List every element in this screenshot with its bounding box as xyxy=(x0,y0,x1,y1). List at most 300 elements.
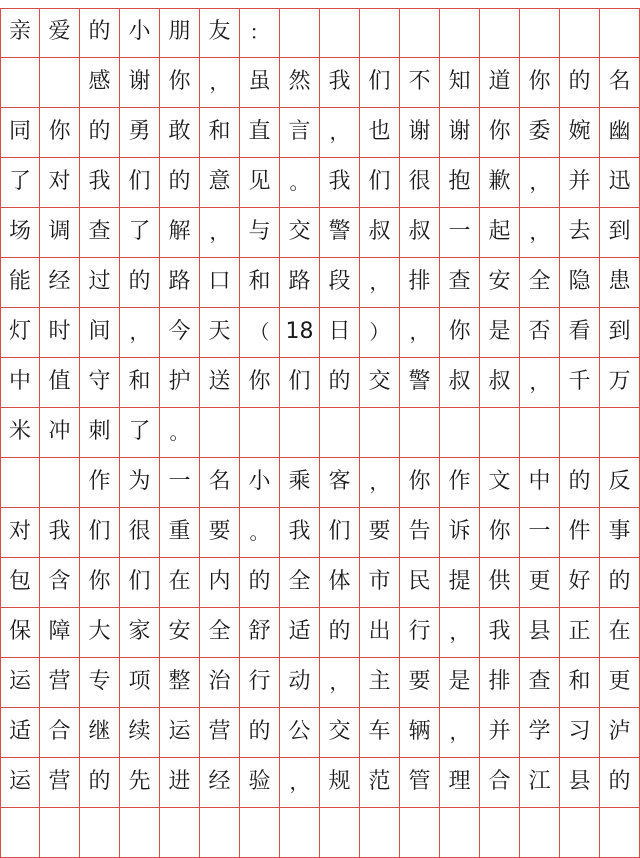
grid-cell xyxy=(480,158,520,208)
handwritten-character: 范 xyxy=(368,768,391,794)
grid-cell xyxy=(440,308,480,358)
handwritten-character: 舒 xyxy=(248,618,271,644)
grid-cell xyxy=(40,608,80,658)
grid-cell xyxy=(440,408,480,458)
handwritten-character: 运 xyxy=(8,668,31,694)
grid-cell xyxy=(360,708,400,758)
handwritten-character: 是 xyxy=(448,668,471,694)
grid-cell xyxy=(560,208,600,258)
handwritten-character: 告 xyxy=(408,518,431,544)
handwritten-character: 知 xyxy=(448,68,471,94)
handwritten-character: 谢 xyxy=(408,118,431,144)
grid-cell xyxy=(120,658,160,708)
grid-cell xyxy=(160,508,200,558)
grid-cell xyxy=(160,8,200,58)
handwritten-character: 的 xyxy=(248,568,271,594)
grid-cell xyxy=(200,308,240,358)
grid-cell xyxy=(240,208,280,258)
grid-cell xyxy=(360,308,400,358)
grid-cell xyxy=(200,208,240,258)
grid-cell xyxy=(240,308,280,358)
grid-cell xyxy=(240,108,280,158)
grid-cell xyxy=(80,158,120,208)
grid-cell xyxy=(440,708,480,758)
handwritten-character: 我 xyxy=(328,168,351,194)
handwritten-character: 查 xyxy=(448,268,471,294)
handwritten-character: 。 xyxy=(169,419,190,444)
handwritten-character: 隐 xyxy=(568,268,591,294)
grid-cell xyxy=(200,758,240,808)
handwritten-character: 到 xyxy=(608,318,631,344)
handwritten-character: 经 xyxy=(48,268,71,294)
handwritten-character: 间 xyxy=(88,318,111,344)
grid-cell xyxy=(240,458,280,508)
grid-cell xyxy=(520,508,560,558)
handwritten-character: （ xyxy=(249,319,270,344)
handwritten-character: 客 xyxy=(328,468,351,494)
handwritten-character: 感 xyxy=(88,68,111,94)
handwritten-character: 在 xyxy=(168,568,191,594)
handwritten-character: 你 xyxy=(448,318,471,344)
handwritten-character: 全 xyxy=(288,568,311,594)
handwritten-character: 要 xyxy=(368,518,391,544)
grid-cell xyxy=(400,308,440,358)
grid-cell xyxy=(200,508,240,558)
grid-cell xyxy=(200,8,240,58)
handwritten-character: 朋 xyxy=(168,19,191,44)
grid-cell xyxy=(80,758,120,808)
grid-cell xyxy=(200,258,240,308)
grid-cell xyxy=(160,158,200,208)
grid-cell xyxy=(400,208,440,258)
handwritten-character: 文 xyxy=(488,468,511,494)
handwritten-character: ， xyxy=(289,769,310,794)
grid-cell xyxy=(280,608,320,658)
grid-cell xyxy=(200,108,240,158)
handwritten-character: ， xyxy=(529,369,550,394)
handwritten-character: 和 xyxy=(208,118,231,144)
grid-cell xyxy=(480,658,520,708)
handwritten-character: ， xyxy=(129,319,150,344)
handwritten-character: 灯 xyxy=(8,318,31,344)
handwritten-character: 米 xyxy=(8,418,31,444)
grid-cell xyxy=(240,608,280,658)
handwritten-character: 项 xyxy=(128,668,151,694)
handwritten-character: 交 xyxy=(328,718,351,744)
grid-cell xyxy=(240,158,280,208)
handwritten-character: 你 xyxy=(48,118,71,144)
grid-row xyxy=(0,208,640,258)
handwritten-character: 们 xyxy=(368,68,391,94)
grid-cell xyxy=(160,458,200,508)
page-top-margin xyxy=(0,0,640,8)
grid-cell xyxy=(400,8,440,58)
grid-cell xyxy=(160,708,200,758)
grid-cell xyxy=(0,658,40,708)
grid-cell xyxy=(120,758,160,808)
grid-cell xyxy=(240,8,280,58)
handwritten-character: 同 xyxy=(8,118,31,144)
handwritten-character: 对 xyxy=(8,518,31,544)
grid-cell xyxy=(480,508,520,558)
handwritten-character: 县 xyxy=(568,768,591,794)
grid-cell xyxy=(520,258,560,308)
grid-cell xyxy=(80,508,120,558)
handwritten-character: 18 xyxy=(285,318,314,344)
grid-cell xyxy=(520,558,560,608)
grid-cell xyxy=(120,708,160,758)
handwritten-character: 进 xyxy=(168,768,191,794)
grid-cell xyxy=(0,158,40,208)
handwritten-character: 看 xyxy=(568,318,591,344)
grid-cell xyxy=(600,108,640,158)
grid-cell xyxy=(480,108,520,158)
grid-cell xyxy=(440,758,480,808)
grid-cell xyxy=(120,558,160,608)
handwritten-character: 的 xyxy=(88,19,111,44)
grid-cell xyxy=(400,708,440,758)
grid-cell xyxy=(280,208,320,258)
handwritten-character: 警 xyxy=(408,368,431,394)
handwritten-character: 场 xyxy=(8,218,31,244)
grid-cell xyxy=(240,408,280,458)
grid-cell xyxy=(160,658,200,708)
handwritten-character: 全 xyxy=(528,268,551,294)
grid-cell xyxy=(600,358,640,408)
handwritten-character: 谢 xyxy=(448,118,471,144)
handwritten-character: 名 xyxy=(208,468,231,494)
handwritten-character: ， xyxy=(529,169,550,194)
grid-row xyxy=(0,58,640,108)
handwritten-character: 段 xyxy=(328,268,351,294)
grid-cell xyxy=(520,108,560,158)
grid-cell xyxy=(360,58,400,108)
handwritten-character: 经 xyxy=(208,768,231,794)
handwritten-character: ， xyxy=(369,469,390,494)
grid-cell xyxy=(320,258,360,308)
handwritten-character: 到 xyxy=(608,218,631,244)
grid-cell xyxy=(480,758,520,808)
grid-cell xyxy=(520,708,560,758)
grid-cell xyxy=(120,608,160,658)
handwritten-character: ， xyxy=(409,319,430,344)
handwritten-character: 体 xyxy=(328,568,351,594)
grid-row xyxy=(0,358,640,408)
grid-cell xyxy=(360,658,400,708)
grid-cell xyxy=(360,8,400,58)
grid-cell xyxy=(480,258,520,308)
grid-cell xyxy=(320,108,360,158)
grid-cell xyxy=(600,8,640,58)
handwritten-character: 我 xyxy=(328,68,351,94)
grid-cell xyxy=(240,58,280,108)
grid-cell xyxy=(160,608,200,658)
grid-cell xyxy=(600,658,640,708)
grid-cell xyxy=(320,558,360,608)
grid-cell xyxy=(40,558,80,608)
handwritten-character: 中 xyxy=(8,368,31,394)
handwritten-character: 们 xyxy=(128,568,151,594)
grid-cell xyxy=(560,308,600,358)
grid-cell xyxy=(0,408,40,458)
handwritten-character: 更 xyxy=(528,568,551,594)
grid-cell xyxy=(480,608,520,658)
grid-cell xyxy=(320,308,360,358)
handwritten-character: ， xyxy=(369,269,390,294)
grid-cell xyxy=(600,758,640,808)
grid-cell xyxy=(40,508,80,558)
grid-cell xyxy=(280,158,320,208)
handwritten-character: 江 xyxy=(528,768,551,794)
grid-cell xyxy=(520,658,560,708)
grid-cell xyxy=(0,758,40,808)
handwritten-character: 敢 xyxy=(168,118,191,144)
handwritten-character: 安 xyxy=(168,618,191,644)
grid-cell xyxy=(80,58,120,108)
handwritten-character: 为 xyxy=(128,468,151,494)
grid-cell xyxy=(0,358,40,408)
grid-cell xyxy=(560,58,600,108)
grid-cell xyxy=(120,508,160,558)
grid-row xyxy=(0,608,640,658)
grid-cell xyxy=(80,408,120,458)
grid-cell xyxy=(200,558,240,608)
handwritten-character: 叔 xyxy=(448,368,471,394)
handwritten-character: 的 xyxy=(608,768,631,794)
grid-cell xyxy=(520,308,560,358)
handwritten-character: 路 xyxy=(168,268,191,294)
grid-cell xyxy=(480,358,520,408)
handwritten-character: 直 xyxy=(248,118,271,144)
grid-cell xyxy=(600,308,640,358)
handwritten-character: 好 xyxy=(568,568,591,594)
handwritten-character: 万 xyxy=(608,368,631,394)
handwritten-character: 理 xyxy=(448,768,471,794)
handwritten-character: 名 xyxy=(608,68,631,94)
grid-cell xyxy=(520,358,560,408)
grid-cell xyxy=(200,658,240,708)
grid-cell xyxy=(440,608,480,658)
handwritten-character: 调 xyxy=(48,218,71,244)
grid-cell xyxy=(520,8,560,58)
handwritten-character: 幽 xyxy=(608,118,631,144)
handwritten-character: 不 xyxy=(408,68,431,94)
grid-cell xyxy=(600,58,640,108)
grid-cell xyxy=(480,208,520,258)
grid-cell xyxy=(400,758,440,808)
handwritten-character: 去 xyxy=(568,218,591,244)
grid-row xyxy=(0,508,640,558)
grid-cell xyxy=(240,508,280,558)
handwritten-character: 们 xyxy=(128,168,151,194)
grid-row xyxy=(0,458,640,508)
grid-cell xyxy=(160,258,200,308)
grid-cell xyxy=(320,508,360,558)
handwritten-character: ） xyxy=(369,319,390,344)
grid-cell xyxy=(520,758,560,808)
grid-cell xyxy=(480,408,520,458)
grid-cell xyxy=(360,358,400,408)
handwritten-character: 友 xyxy=(208,19,231,44)
grid-cell xyxy=(280,8,320,58)
handwritten-character: 守 xyxy=(88,368,111,394)
grid-cell xyxy=(120,258,160,308)
handwritten-character: 作 xyxy=(88,468,111,494)
handwritten-character: 事 xyxy=(608,518,631,544)
grid-cell xyxy=(160,208,200,258)
grid-cell xyxy=(600,258,640,308)
handwritten-character: 刺 xyxy=(88,418,111,444)
grid-cell xyxy=(280,558,320,608)
handwritten-character: 合 xyxy=(488,768,511,794)
handwritten-character: 合 xyxy=(48,718,71,744)
handwritten-character: 适 xyxy=(8,718,31,744)
handwritten-character: 要 xyxy=(208,518,231,544)
grid-cell xyxy=(0,308,40,358)
grid-cell xyxy=(0,508,40,558)
grid-cell xyxy=(0,108,40,158)
grid-cell xyxy=(400,58,440,108)
handwritten-character: 学 xyxy=(528,718,551,744)
grid-cell xyxy=(0,258,40,308)
handwritten-character: 主 xyxy=(368,668,391,694)
grid-cell xyxy=(0,458,40,508)
handwritten-character: 含 xyxy=(48,568,71,594)
handwritten-character: 婉 xyxy=(568,118,591,144)
grid-cell xyxy=(320,8,360,58)
handwritten-character: 冲 xyxy=(48,418,71,444)
grid-cell xyxy=(40,108,80,158)
grid-cell xyxy=(280,108,320,158)
grid-row xyxy=(0,408,640,458)
handwritten-character: 的 xyxy=(608,568,631,594)
handwritten-character: ， xyxy=(329,669,350,694)
grid-cell xyxy=(360,408,400,458)
handwritten-character: 运 xyxy=(168,718,191,744)
grid-cell xyxy=(520,208,560,258)
handwritten-character: 否 xyxy=(528,318,551,344)
grid-cell xyxy=(440,458,480,508)
handwritten-character: 们 xyxy=(288,368,311,394)
grid-cell xyxy=(360,158,400,208)
grid-cell xyxy=(120,408,160,458)
grid-row xyxy=(0,158,640,208)
grid-cell xyxy=(80,708,120,758)
grid-cell xyxy=(280,658,320,708)
handwritten-character: 车 xyxy=(368,718,391,744)
grid-cell xyxy=(520,158,560,208)
grid-cell xyxy=(240,358,280,408)
handwritten-character: 解 xyxy=(168,218,191,244)
handwritten-character: 一 xyxy=(168,468,191,494)
grid-cell xyxy=(360,558,400,608)
grid-cell xyxy=(600,158,640,208)
grid-cell xyxy=(40,58,80,108)
grid-cell xyxy=(560,608,600,658)
handwritten-character: 你 xyxy=(168,68,191,94)
handwritten-character: 日 xyxy=(328,318,351,344)
grid-cell xyxy=(600,558,640,608)
handwritten-character: 能 xyxy=(8,268,31,294)
handwritten-character: 了 xyxy=(128,418,151,444)
handwritten-character: 并 xyxy=(568,168,591,194)
handwritten-character: 了 xyxy=(128,218,151,244)
handwritten-character: 。 xyxy=(249,519,270,544)
handwritten-character: 迅 xyxy=(608,168,631,194)
handwritten-character: 千 xyxy=(568,368,591,394)
handwritten-character: 爱 xyxy=(48,19,71,44)
grid-cell xyxy=(360,608,400,658)
grid-cell xyxy=(40,408,80,458)
handwritten-character: 诉 xyxy=(448,518,471,544)
handwritten-character: 与 xyxy=(248,218,271,244)
grid-cell xyxy=(80,608,120,658)
handwritten-character: 的 xyxy=(88,768,111,794)
grid-cell xyxy=(80,8,120,58)
handwritten-character: 习 xyxy=(568,718,591,744)
grid-row xyxy=(0,308,640,358)
handwritten-character: 适 xyxy=(288,618,311,644)
grid-cell xyxy=(320,458,360,508)
handwritten-character: 交 xyxy=(368,368,391,394)
grid-cell xyxy=(40,458,80,508)
handwritten-character: 市 xyxy=(368,568,391,594)
grid-cell xyxy=(480,558,520,608)
grid-cell xyxy=(600,708,640,758)
grid-cell xyxy=(80,258,120,308)
handwritten-character: 们 xyxy=(328,518,351,544)
handwritten-character: 先 xyxy=(128,768,151,794)
handwritten-character: 的 xyxy=(328,368,351,394)
grid-cell xyxy=(600,408,640,458)
handwritten-character: 反 xyxy=(608,468,631,494)
grid-cell xyxy=(320,208,360,258)
handwritten-character: 在 xyxy=(608,618,631,644)
handwritten-character: 我 xyxy=(88,168,111,194)
handwritten-character: 虽 xyxy=(248,68,271,94)
grid-cell xyxy=(280,508,320,558)
grid-cell xyxy=(0,58,40,108)
grid-cell xyxy=(40,358,80,408)
handwritten-character: 你 xyxy=(488,118,511,144)
grid-cell xyxy=(40,158,80,208)
grid-cell xyxy=(80,658,120,708)
handwritten-character: 一 xyxy=(528,518,551,544)
grid-cell xyxy=(200,358,240,408)
handwritten-character: 运 xyxy=(8,768,31,794)
grid-cell xyxy=(160,558,200,608)
grid-cell xyxy=(320,158,360,208)
handwritten-character: 营 xyxy=(48,668,71,694)
handwritten-character: 县 xyxy=(528,618,551,644)
grid-cell xyxy=(0,8,40,58)
grid-cell xyxy=(520,608,560,658)
handwritten-character: 障 xyxy=(48,618,71,644)
grid-cell xyxy=(160,408,200,458)
handwritten-character: 行 xyxy=(408,618,431,644)
grid-cell xyxy=(120,158,160,208)
handwritten-character: 一 xyxy=(448,218,471,244)
handwritten-character: 过 xyxy=(88,268,111,294)
grid-cell xyxy=(320,708,360,758)
handwritten-character: 也 xyxy=(368,118,391,144)
handwritten-character: 天 xyxy=(208,318,231,344)
handwritten-character: ： xyxy=(249,20,270,44)
grid-cell xyxy=(40,658,80,708)
handwritten-character: 口 xyxy=(208,268,231,294)
grid-cell xyxy=(400,408,440,458)
grid-cell xyxy=(560,708,600,758)
